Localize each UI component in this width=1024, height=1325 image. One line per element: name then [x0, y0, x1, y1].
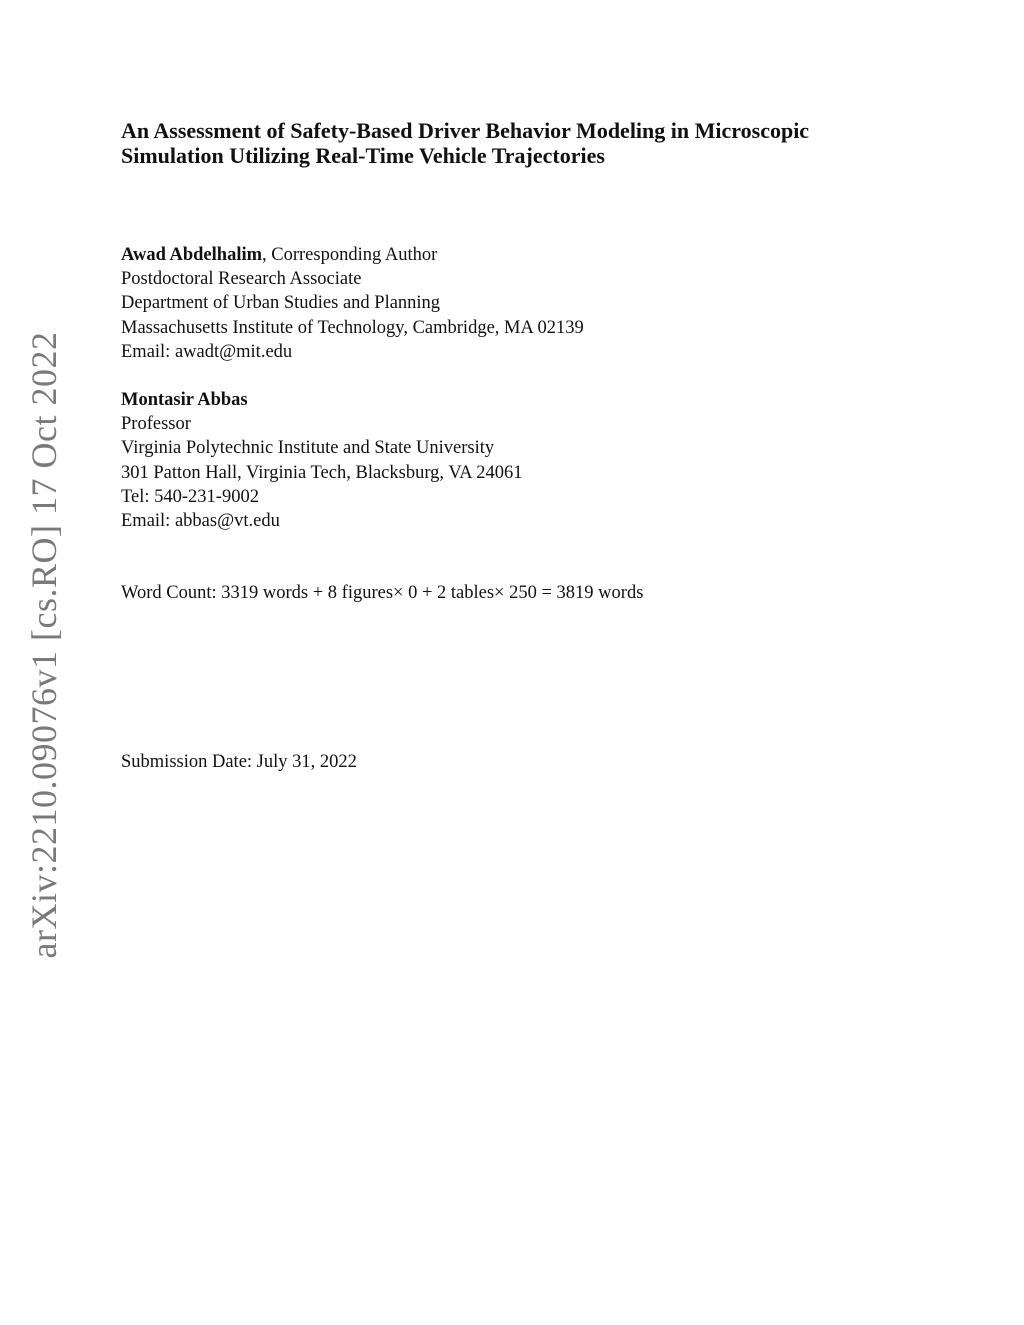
- author-institution: Virginia Polytechnic Institute and State University: [121, 438, 495, 459]
- author-position: Professor: [121, 414, 191, 435]
- word-count-text: Word Count: 3319 words + 8 figures× 0 + 2 tables× 250 = 3819 words: [121, 583, 644, 603]
- author-name-line: [121, 243, 584, 267]
- author-department: Department of Urban Studies and Planning: [121, 293, 441, 314]
- author-tel: Tel: 540-231-9002: [121, 486, 259, 507]
- author-name: Awad Abdelhalim: [121, 245, 263, 265]
- author-role: , Corresponding Author: [262, 245, 438, 265]
- author-email: Email: awadt@mit.edu: [121, 341, 293, 362]
- word-count: [121, 581, 643, 605]
- author-block-1: [121, 243, 584, 364]
- submission-date-text: Submission Date: July 31, 2022: [121, 752, 357, 772]
- author-block-2: [121, 388, 523, 533]
- author-name: Montasir Abbas: [121, 390, 248, 410]
- title-line-2: Simulation Utilizing Real-Time Vehicle Trajectories: [121, 143, 605, 168]
- arxiv-identifier: arXiv:2210.09076v1 [cs.RO] 17 Oct 2022: [24, 331, 64, 959]
- paper-title: [121, 118, 941, 168]
- author-name-line: [121, 388, 523, 412]
- author-address: 301 Patton Hall, Virginia Tech, Blacksburg, VA 24061: [121, 462, 523, 483]
- author-institution: Massachusetts Institute of Technology, Cambridge, MA 02139: [121, 317, 584, 338]
- author-email: Email: abbas@vt.edu: [121, 511, 280, 532]
- submission-date: [121, 750, 357, 774]
- title-line-1: An Assessment of Safety-Based Driver Behavior Modeling in Microscopic: [121, 118, 810, 143]
- author-position: Postdoctoral Research Associate: [121, 269, 362, 290]
